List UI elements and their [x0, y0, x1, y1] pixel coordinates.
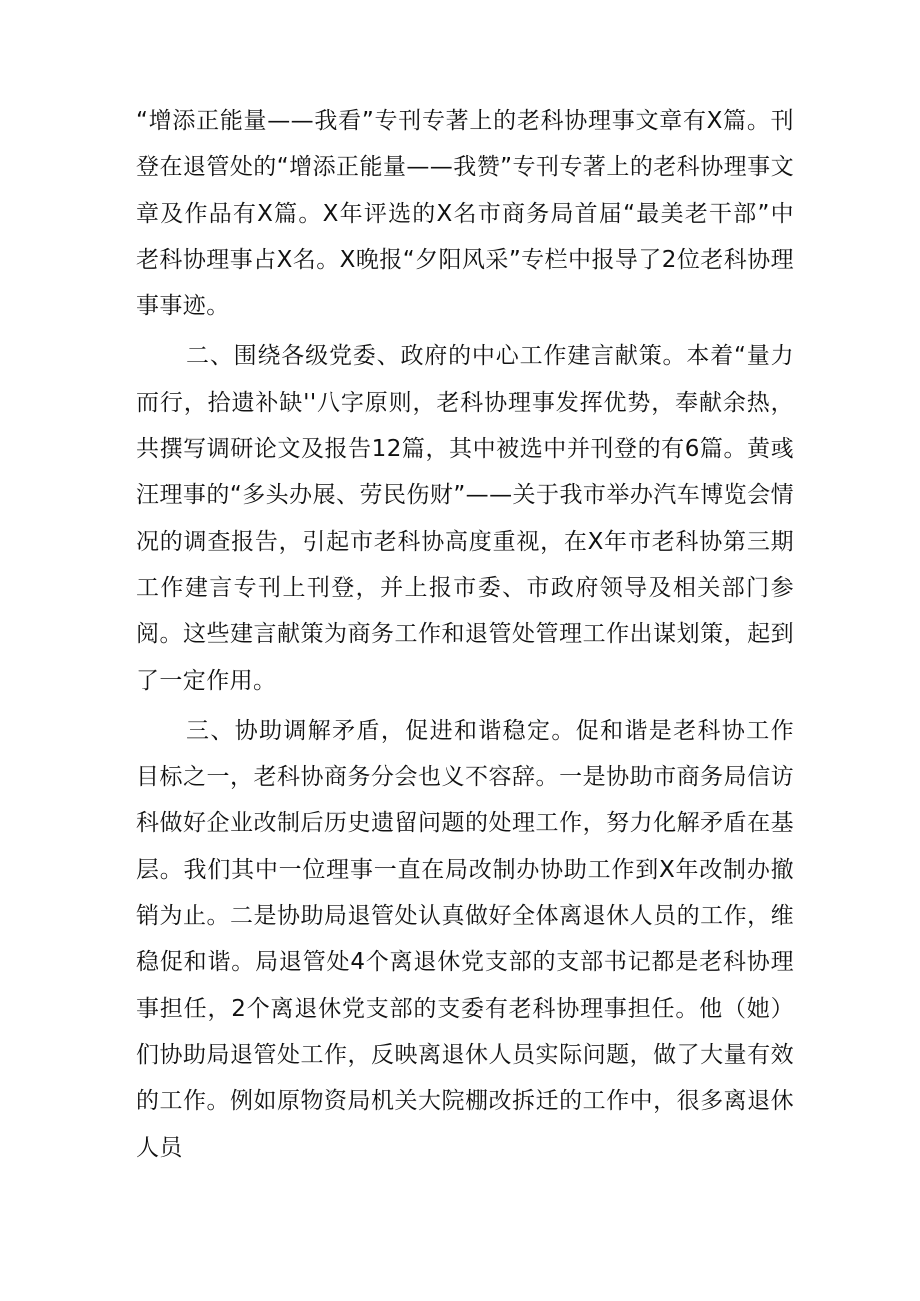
paragraph-1: “增添正能量——我看”专刊专著上的老科协理事文章有X篇。刊登在退管处的“增添正能量——我赞”专刊专著上的老科协理事文章及作品有X篇。X年评选的X名市商务局首届“最美老干部”中老科协理事占X名。X晚报“夕阳风采”专栏中报导了2位老科协理事事迹。: [136, 108, 794, 320]
document-body: [136, 98, 794, 1171]
paragraph-3: 三、协助调解矛盾，促进和谐稳定。促和谐是老科协工作目标之一，老科协商务分会也义不容辞。一是协助市商务局信访科做好企业改制后历史遗留问题的处理工作，努力化解矛盾在基层。我们其中一位理事一直在局改制办协助工作到X年改制办撤销为止。二是协助局退管处认真做好全体离退休人员的工作，维稳促和谐。局退管处4个离退休党支部的支部书记都是老科协理事担任，2个离退休党支部的支委有老科协理事担任。他（她）们协助局退管处工作，反映离退休人员实际问题，做了大量有效的工作。例如原物资局机关大院棚改拆迁的工作中，很多离退休人员: [136, 717, 794, 1161]
paragraph-2: 二、围绕各级党委、政府的中心工作建言献策。本着“量力而行，拾遗补缺''八字原则，老科协理事发挥优势，奉献余热，共撰写调研论文及报告12篇，其中被选中并刊登的有6篇。黄彧汪理事的“多头办展、劳民伤财”——关于我市举办汽车博览会情况的调查报告，引起市老科协高度重视，在X年市老科协第三期工作建言专刊上刊登，并上报市委、市政府领导及相关部门参阅。这些建言献策为商务工作和退管处管理工作出谋划策，起到了一定作用。: [136, 343, 794, 694]
